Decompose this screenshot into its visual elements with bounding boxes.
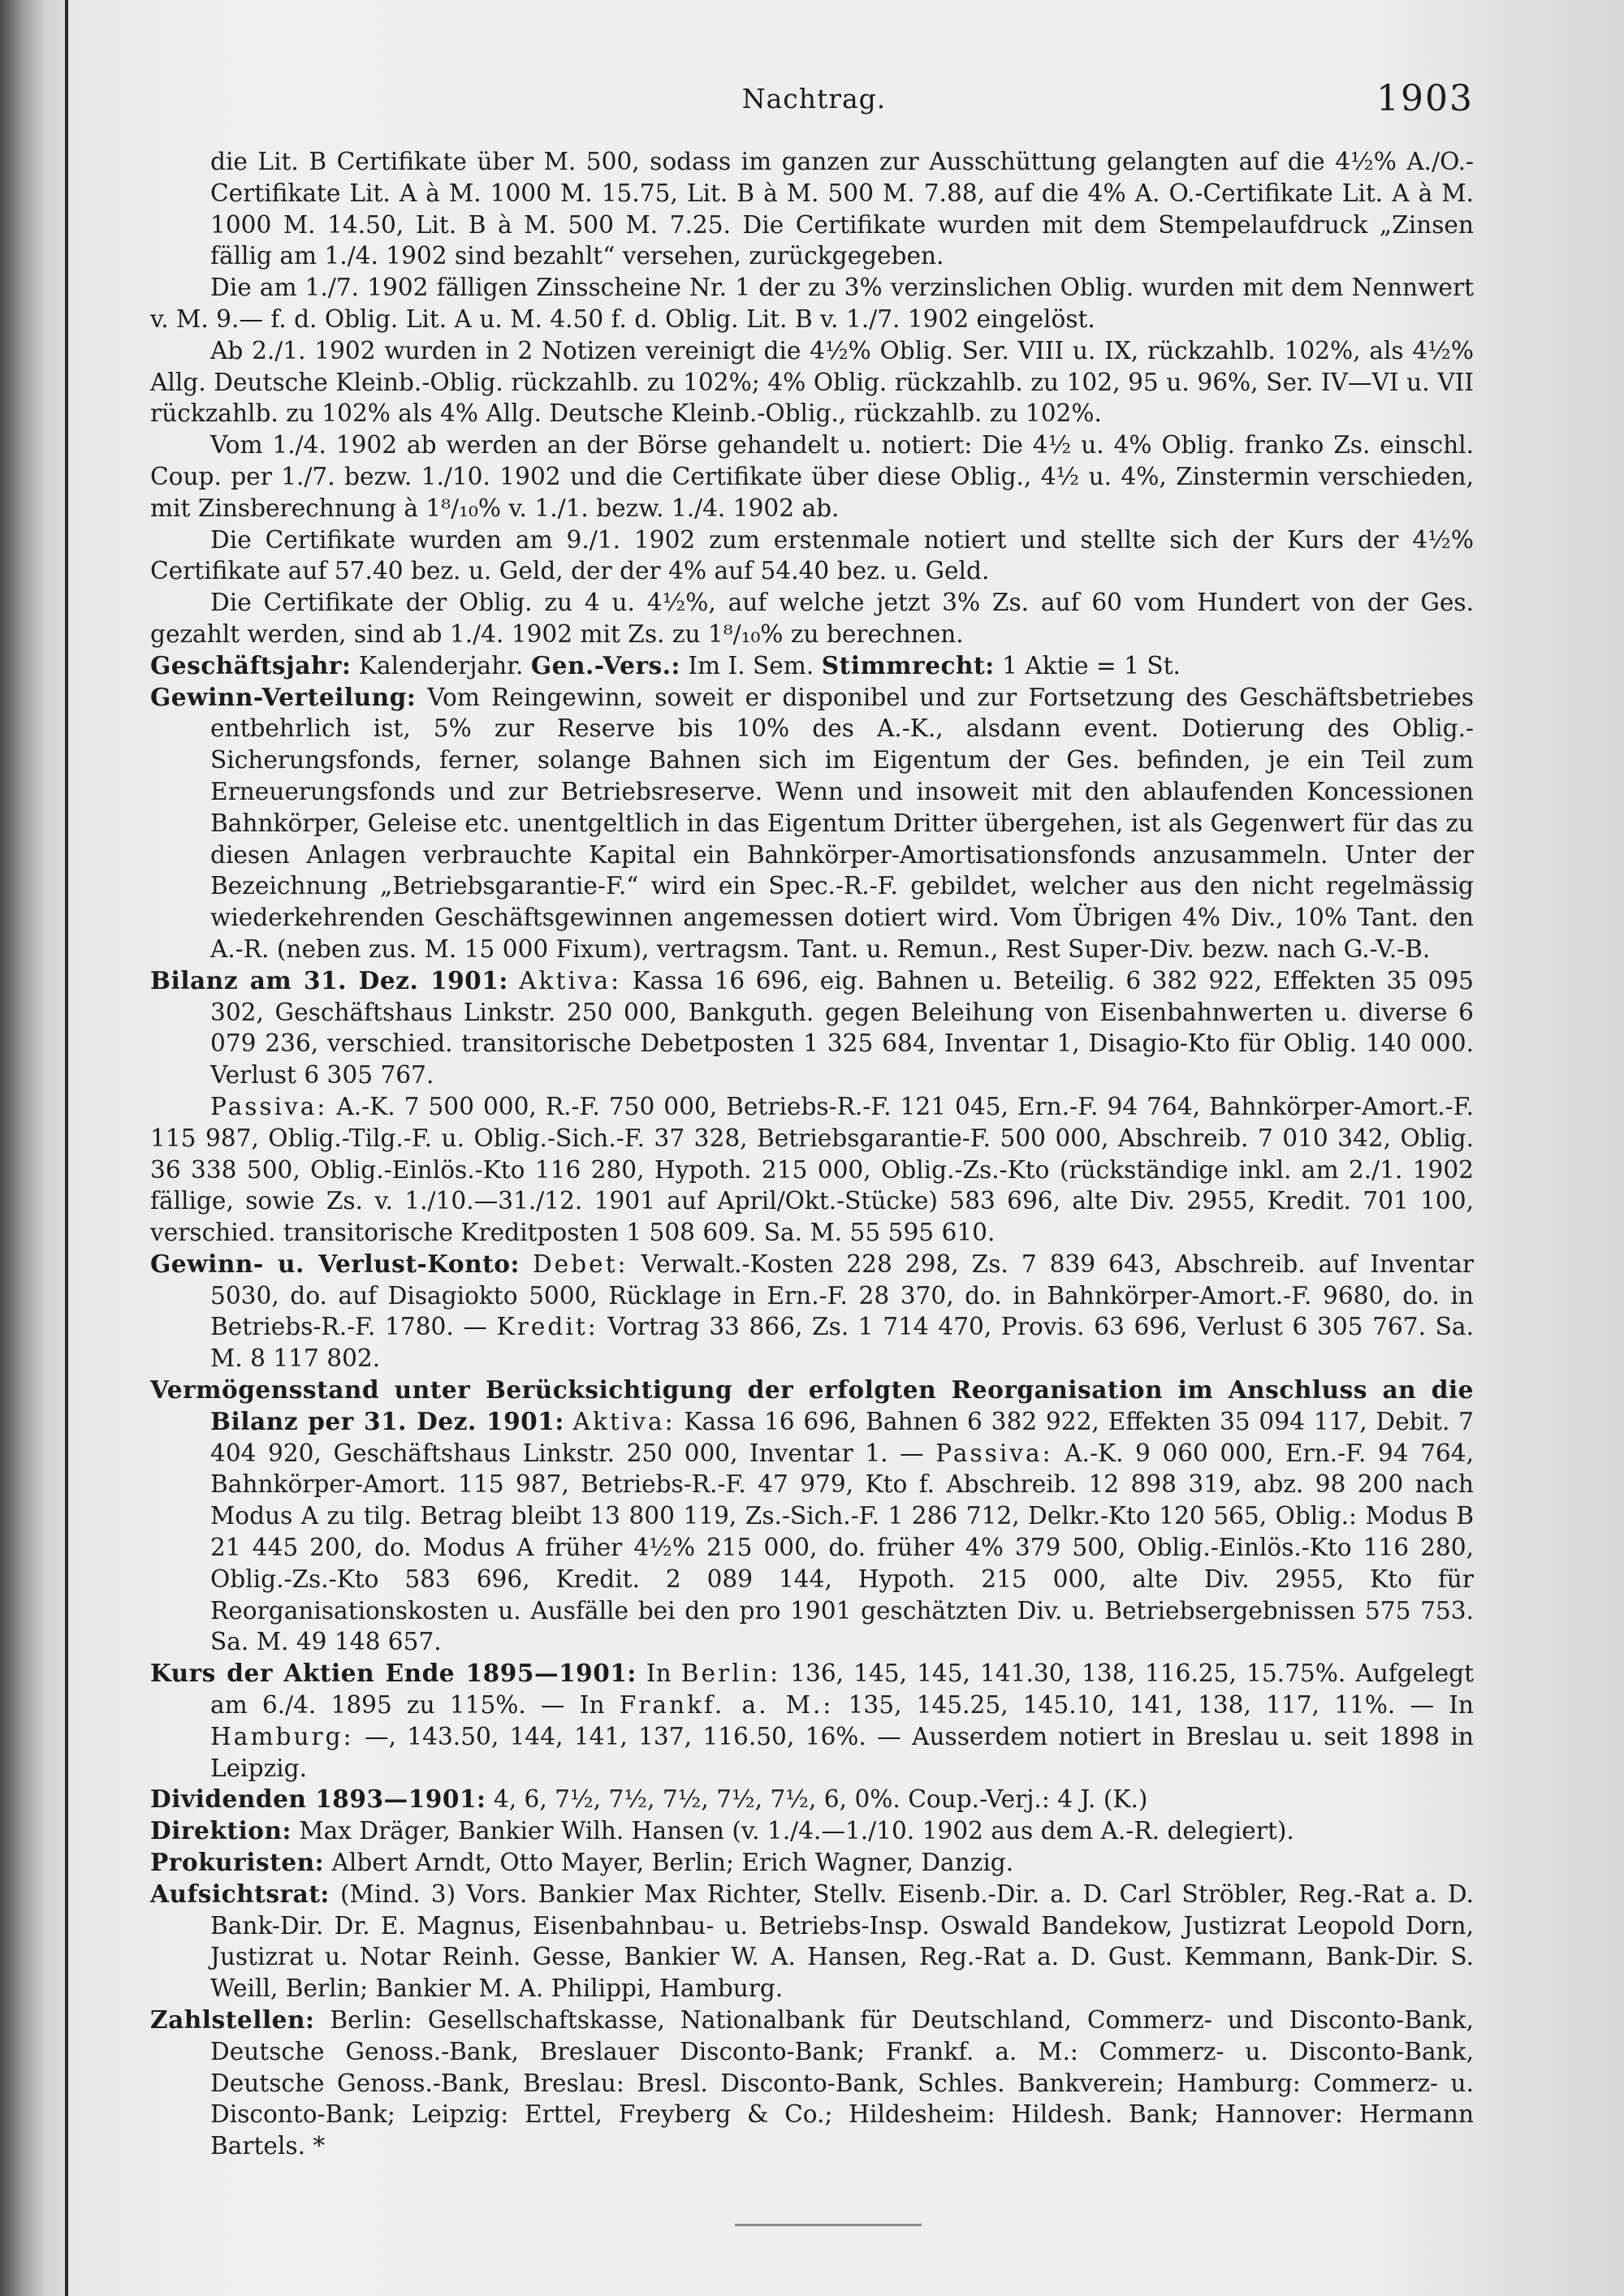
- body-text: [520, 1250, 533, 1278]
- section-entry: [150, 1658, 1474, 1784]
- section-entry: [150, 650, 1474, 682]
- section-heading: Stimmrecht:: [821, 650, 995, 680]
- body-text: Ab 2./1. 1902 wurden in 2 Notizen vereinigt die 4½% Oblig. Ser. VIII u. IX, rückzahlb. 102%, als 4½% Allg. Deutsche Kleinb.-Oblig. rückzahlb. zu 102%; 4% Oblig. rückzahlb. zu 102, 95 u. 96%, Ser. IV—VI u. VII rückzahlb. zu 102% als 4% Allg. Deutsche Kleinb.-Oblig., rückzahlb. zu 102%.: [150, 336, 1474, 428]
- paragraph: [150, 587, 1474, 650]
- body-text: Die am 1./7. 1902 fälligen Zinsscheine Nr. 1 der zu 3% verzinslichen Oblig. wurden mit dem Nennwert v. M. 9.— f. d. Oblig. Lit. A u. M. 4.50 f. d. Oblig. Lit. B v. 1./7. 1902 eingelöst.: [150, 274, 1474, 333]
- spaced-label: Berlin:: [680, 1659, 781, 1688]
- section-heading: Aufsichtsrat:: [150, 1879, 330, 1908]
- section-entry: [150, 1784, 1474, 1815]
- section-entry: [150, 682, 1474, 965]
- body-text: —, 143.50, 144, 141, 137, 116.50, 16%. — Ausserdem notiert in Breslau u. seit 1898 in Leipzig.: [210, 1722, 1474, 1782]
- body-text: Die Certifikate wurden am 9./1. 1902 zum erstenmale notiert und stellte sich der Kurs der 4½% Certifikate auf 57.40 bez. u. Geld, der der 4% auf 54.40 bez. u. Geld.: [150, 525, 1474, 585]
- body-text: Vom 1./4. 1902 ab werden an der Börse gehandelt u. notiert: Die 4½ u. 4% Oblig. franko Zs. einschl. Coup. per 1./7. bezw. 1./10. 1902 und die Certifikate über diese Oblig., 4½ u. 4%, Zinstermin verschieden, mit Zinsberechnung à 1⁸/₁₀% v. 1./1. bezw. 1./4. 1902 ab.: [150, 431, 1474, 522]
- body-text: Berlin: Gesellschaftskasse, Nationalbank für Deutschland, Commerz- und Disconto-Bank, Deutsche Genoss.-Bank, Breslauer Disconto-Bank; Frankf. a. M.: Commerz- u. Disconto-Bank, Deutsche Genoss.-Bank, Breslau: Bresl. Disconto-Bank, Schles. Bankverein; Hamburg: Commerz- u. Disconto-Bank; Leipzig: Erttel, Freyberg & Co.; Hildesheim: Hildesh. Bank; Hannover: Hermann Bartels. *: [210, 2006, 1474, 2160]
- body-text: (Mind. 3) Vors. Bankier Max Richter, Stellv. Eisenb.-Dir. a. D. Carl Ströbler, Reg.-Rat a. D. Bank-Dir. Dr. E. Magnus, Eisenbahnbau- u. Betriebs-Insp. Oswald Bandekow, Justizrat Leopold Dorn, Justizrat u. Notar Reinh. Gesse, Bankier W. A. Hansen, Reg.-Rat a. D. Gust. Kemmann, Bank-Dir. S. Weill, Berlin; Bankier M. A. Philippi, Hamburg.: [210, 1880, 1474, 2003]
- spaced-label: Debet:: [532, 1249, 628, 1278]
- section-heading: Bilanz am 31. Dez. 1901:: [150, 965, 508, 995]
- section-entry: [150, 1815, 1474, 1847]
- body-text: In: [636, 1659, 681, 1688]
- body-text: 4, 6, 7½, 7½, 7½, 7½, 7½, 6, 0%. Coup.-Verj.: 4 J. (K.): [486, 1785, 1148, 1814]
- section-heading: Gewinn-Verteilung:: [150, 682, 417, 711]
- book-spine-shadow: [0, 0, 68, 2296]
- section-heading: Gewinn- u. Verlust-Konto:: [150, 1249, 520, 1278]
- paragraph: [150, 1091, 1474, 1249]
- section-heading: Geschäftsjahr:: [150, 650, 352, 680]
- section-entry: [150, 2005, 1474, 2162]
- section-entry: [150, 965, 1474, 1091]
- spaced-label: Aktiva:: [519, 966, 622, 995]
- section-entry: [150, 1249, 1474, 1375]
- body-text: Vom Reingewinn, soweit er disponibel und zur Fortsetzung des Geschäftsbetriebes entbehrlich ist, 5% zur Reserve bis 10% des A.-K., alsdann event. Dotierung des Oblig.-Sicherungsfonds, ferner, solange Bahnen sich im Eigentum der Ges. befinden, je ein Teil zum Erneuerungsfonds und zur Betriebsreserve. Wenn und insoweit mit den ablaufenden Koncessionen Bahnkörper, Geleise etc. unentgeltlich in das Eigentum Dritter übergehen, ist als Gegenwert für das zu diesen Anlagen verbrauchte Kapital ein Bahnkörper-Amortisationsfonds anzusammeln. Unter der Bezeichnung „Betriebsgarantie-F.“ wird ein Spec.-R.-F. gebildet, welcher aus den nicht regelmässig wiederkehrenden Geschäftsgewinnen angemessen dotiert wird. Vom Übrigen 4% Div., 10% Tant. den A.-R. (neben zus. M. 15 000 Fixum), vertragsm. Tant. u. Remun., Rest Super-Div. bezw. nach G.-V.-B.: [210, 683, 1474, 963]
- body-text: 1 Aktie = 1 St.: [994, 651, 1181, 680]
- section-heading: Gen.-Vers.:: [530, 650, 680, 680]
- spaced-label: Passiva:: [935, 1439, 1053, 1467]
- footer-rule: [735, 2224, 922, 2226]
- page-number: 1903: [1376, 78, 1474, 119]
- spaced-label: Frankf. a. M.:: [619, 1691, 834, 1720]
- body-text: Im I. Sem.: [680, 651, 822, 680]
- spaced-label: Hamburg:: [210, 1722, 354, 1750]
- spaced-label: Kredit:: [496, 1313, 598, 1341]
- body-text: Kassa 16 696, eig. Bahnen u. Beteilig. 6 382 922, Effekten 35 095 302, Geschäftshaus Linkstr. 250 000, Bankguth. gegen Beleihung von Eisenbahnwerten u. diverse 6 079 236, verschied. transitorische Debetposten 1 325 684, Inventar 1, Disagio-Kto für Oblig. 140 000. Verlust 6 305 767.: [210, 966, 1474, 1090]
- body-text: Kassa 16 696, Bahnen 6 382 922, Effekten 35 094 117, Debit. 7 404 920, Geschäftshaus Linkstr. 250 000, Inventar 1. —: [210, 1407, 1474, 1467]
- spaced-label: Aktiva:: [572, 1407, 676, 1435]
- section-heading: Direktion:: [150, 1816, 292, 1845]
- body-text: Max Dräger, Bankier Wilh. Hansen (v. 1./4.—1./10. 1902 aus dem A.-R. delegiert).: [291, 1817, 1294, 1845]
- paragraph: [150, 429, 1474, 524]
- body-text: Verwalt.-Kosten 228 298, Zs. 7 839 643, Abschreib. auf Inventar 5030, do. auf Disagiokto 5000, Rücklage in Ern.-F. 28 370, do. in Bahnkörper-Amort.-F. 9680, do. in Betriebs-R.-F. 1780. —: [210, 1249, 1474, 1341]
- spaced-label: Passiva:: [210, 1092, 328, 1120]
- paragraph: [150, 335, 1474, 429]
- body-text: [508, 967, 519, 995]
- paragraph: [150, 524, 1474, 588]
- section-entry: [150, 1879, 1474, 2005]
- body-text: Albert Arndt, Otto Mayer, Berlin; Erich Wagner, Danzig.: [324, 1849, 1014, 1877]
- section-heading: Kurs der Aktien Ende 1895—1901:: [150, 1659, 637, 1688]
- document-body: [150, 146, 1474, 2162]
- paragraph: [150, 146, 1474, 272]
- body-text: 136, 145, 145, 141.30, 138, 116.25, 15.75%. Aufgelegt am 6./4. 1895 zu 115%. — In: [210, 1659, 1474, 1720]
- section-heading: Dividenden 1893—1901:: [150, 1785, 486, 1814]
- body-text: Die Certifikate der Oblig. zu 4 u. 4½%, auf welche jetzt 3% Zs. auf 60 vom Hundert von der Ges. gezahlt werden, sind ab 1./4. 1902 mit Zs. zu 1⁸/₁₀% zu berechnen.: [150, 589, 1474, 648]
- body-text: 135, 145.25, 145.10, 141, 138, 117, 11%. — In: [833, 1691, 1474, 1720]
- page-header: [154, 78, 1474, 127]
- section-heading: Zahlstellen:: [150, 2005, 315, 2035]
- section-heading: Vermögensstand unter Berücksichtigung der erfolgten Reorganisation im Anschluss an die Bilanz per 31. Dez. 1901:: [150, 1375, 1474, 1435]
- section-entry: [150, 1847, 1474, 1879]
- paragraph: [150, 272, 1474, 335]
- body-text: [564, 1408, 573, 1435]
- body-text: A.-K. 7 500 000, R.-F. 750 000, Betriebs-R.-F. 121 045, Ern.-F. 94 764, Bahnkörper-Amort.-F. 115 987, Oblig.-Tilg.-F. u. Oblig.-Sich.-F. 37 328, Betriebsgarantie-F. 500 000, Abschreib. 7 010 342, Oblig. 36 338 500, Oblig.-Einlös.-Kto 116 280, Hypoth. 215 000, Oblig.-Zs.-Kto (rückständige inkl. am 2./1. 1902 fällige, sowie Zs. v. 1./10.—31./12. 1901 auf April/Okt.-Stücke) 583 696, alte Div. 2955, Kredit. 701 100, verschied. transitorische Kreditposten 1 508 609. Sa. M. 55 595 610.: [150, 1092, 1474, 1247]
- section-entry: [150, 1375, 1474, 1658]
- running-title: Nachtrag.: [741, 83, 887, 114]
- body-text: die Lit. B Certifikate über M. 500, sodass im ganzen zur Ausschüttung gelangten auf die 4½% A./O.-Certifikate Lit. A à M. 1000 M. 15.75, Lit. B à M. 500 M. 7.88, auf die 4% A. O.-Certifikate Lit. A à M. 1000 M. 14.50, Lit. B à M. 500 M. 7.25. Die Certifikate wurden mit dem Stempelaufdruck „Zinsen fällig am 1./4. 1902 sind bezahlt“ versehen, zurückgegeben.: [210, 148, 1474, 270]
- body-text: Kalenderjahr.: [351, 651, 531, 680]
- body-text: Vortrag 33 866, Zs. 1 714 470, Provis. 63 696, Verlust 6 305 767. Sa. M. 8 117 802.: [210, 1313, 1474, 1373]
- section-heading: Prokuristen:: [150, 1848, 325, 1877]
- body-text: A.-K. 9 060 000, Ern.-F. 94 764, Bahnkörper-Amort. 115 987, Betriebs-R.-F. 47 979, Kto f. Abschreib. 12 898 319, abz. 98 200 nach Modus A zu tilg. Betrag bleibt 13 800 119, Zs.-Sich.-F. 1 286 712, Delkr.-Kto 120 565, Oblig.: Modus B 21 445 200, do. Modus A früher 4½% 215 000, do. früher 4% 379 500, Oblig.-Einlös.-Kto 116 280, Oblig.-Zs.-Kto 583 696, Kredit. 2 089 144, Hypoth. 215 000, alte Div. 2955, Kto für Reorganisationskosten u. Ausfälle bei den pro 1901 geschätzten Div. u. Betriebsergebnissen 575 753. Sa. M. 49 148 657.: [210, 1439, 1474, 1656]
